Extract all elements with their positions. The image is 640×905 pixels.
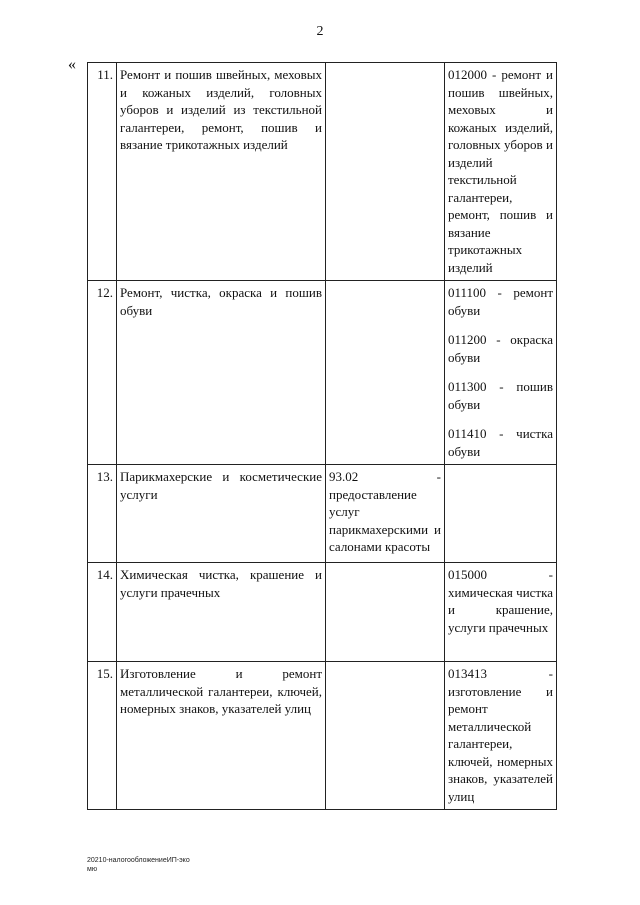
okved-code (326, 563, 445, 662)
row-number: 12. (88, 281, 117, 465)
okun-code: 011200 - окраска обуви (448, 332, 553, 365)
service-name: Изготовление и ремонт металлической галантереи, ключей, номерных знаков, указателей улиц (117, 662, 326, 810)
okved-code (326, 281, 445, 465)
table-row (88, 465, 557, 563)
okun-codes (445, 465, 557, 563)
table-row (88, 662, 557, 810)
okun-codes (445, 662, 557, 810)
okved-code (326, 63, 445, 281)
okun-codes (445, 63, 557, 281)
okun-codes (445, 281, 557, 465)
row-number: 13. (88, 465, 117, 563)
service-name: Ремонт, чистка, окраска и пошив обуви (117, 281, 326, 465)
row-number: 11. (88, 63, 117, 281)
row-number: 15. (88, 662, 117, 810)
okved-code: 93.02 - предоставление услуг парикмахерскими и салонами красоты (326, 465, 445, 563)
okun-code: 015000 - химическая чистка и крашение, услуги прачечных (448, 567, 553, 635)
okun-code: 011300 - пошив обуви (448, 379, 553, 412)
footer-filename: 20210-налогообложениеИП-эко (87, 857, 190, 864)
okun-code: 011100 - ремонт обуви (448, 285, 553, 318)
service-name: Парикмахерские и косметические услуги (117, 465, 326, 563)
okved-code (326, 662, 445, 810)
services-table (87, 62, 557, 810)
row-number: 14. (88, 563, 117, 662)
service-name: Ремонт и пошив швейных, меховых и кожаных изделий, головных уборов и изделий из текстильной галантереи, ремонт, пошив и вязание трикотажных изделий (117, 63, 326, 281)
footer-suffix: мю (87, 866, 98, 873)
okun-codes (445, 563, 557, 662)
table-row (88, 563, 557, 662)
opening-quote: « (68, 56, 76, 73)
service-name: Химическая чистка, крашение и услуги прачечных (117, 563, 326, 662)
okun-code: 013413 - изготовление и ремонт металлической галантереи, ключей, номерных знаков, указателей улиц (448, 666, 553, 804)
table-row (88, 281, 557, 465)
table-row (88, 63, 557, 281)
page-number: 2 (316, 24, 324, 39)
okun-code: 012000 - ремонт и пошив швейных, меховых и кожаных изделий, головных уборов и изделий текстильной галантереи, ремонт, пошив и вязание трикотажных изделий (448, 67, 553, 275)
okun-code: 011410 - чистка обуви (448, 426, 553, 459)
document-footer (87, 856, 190, 874)
